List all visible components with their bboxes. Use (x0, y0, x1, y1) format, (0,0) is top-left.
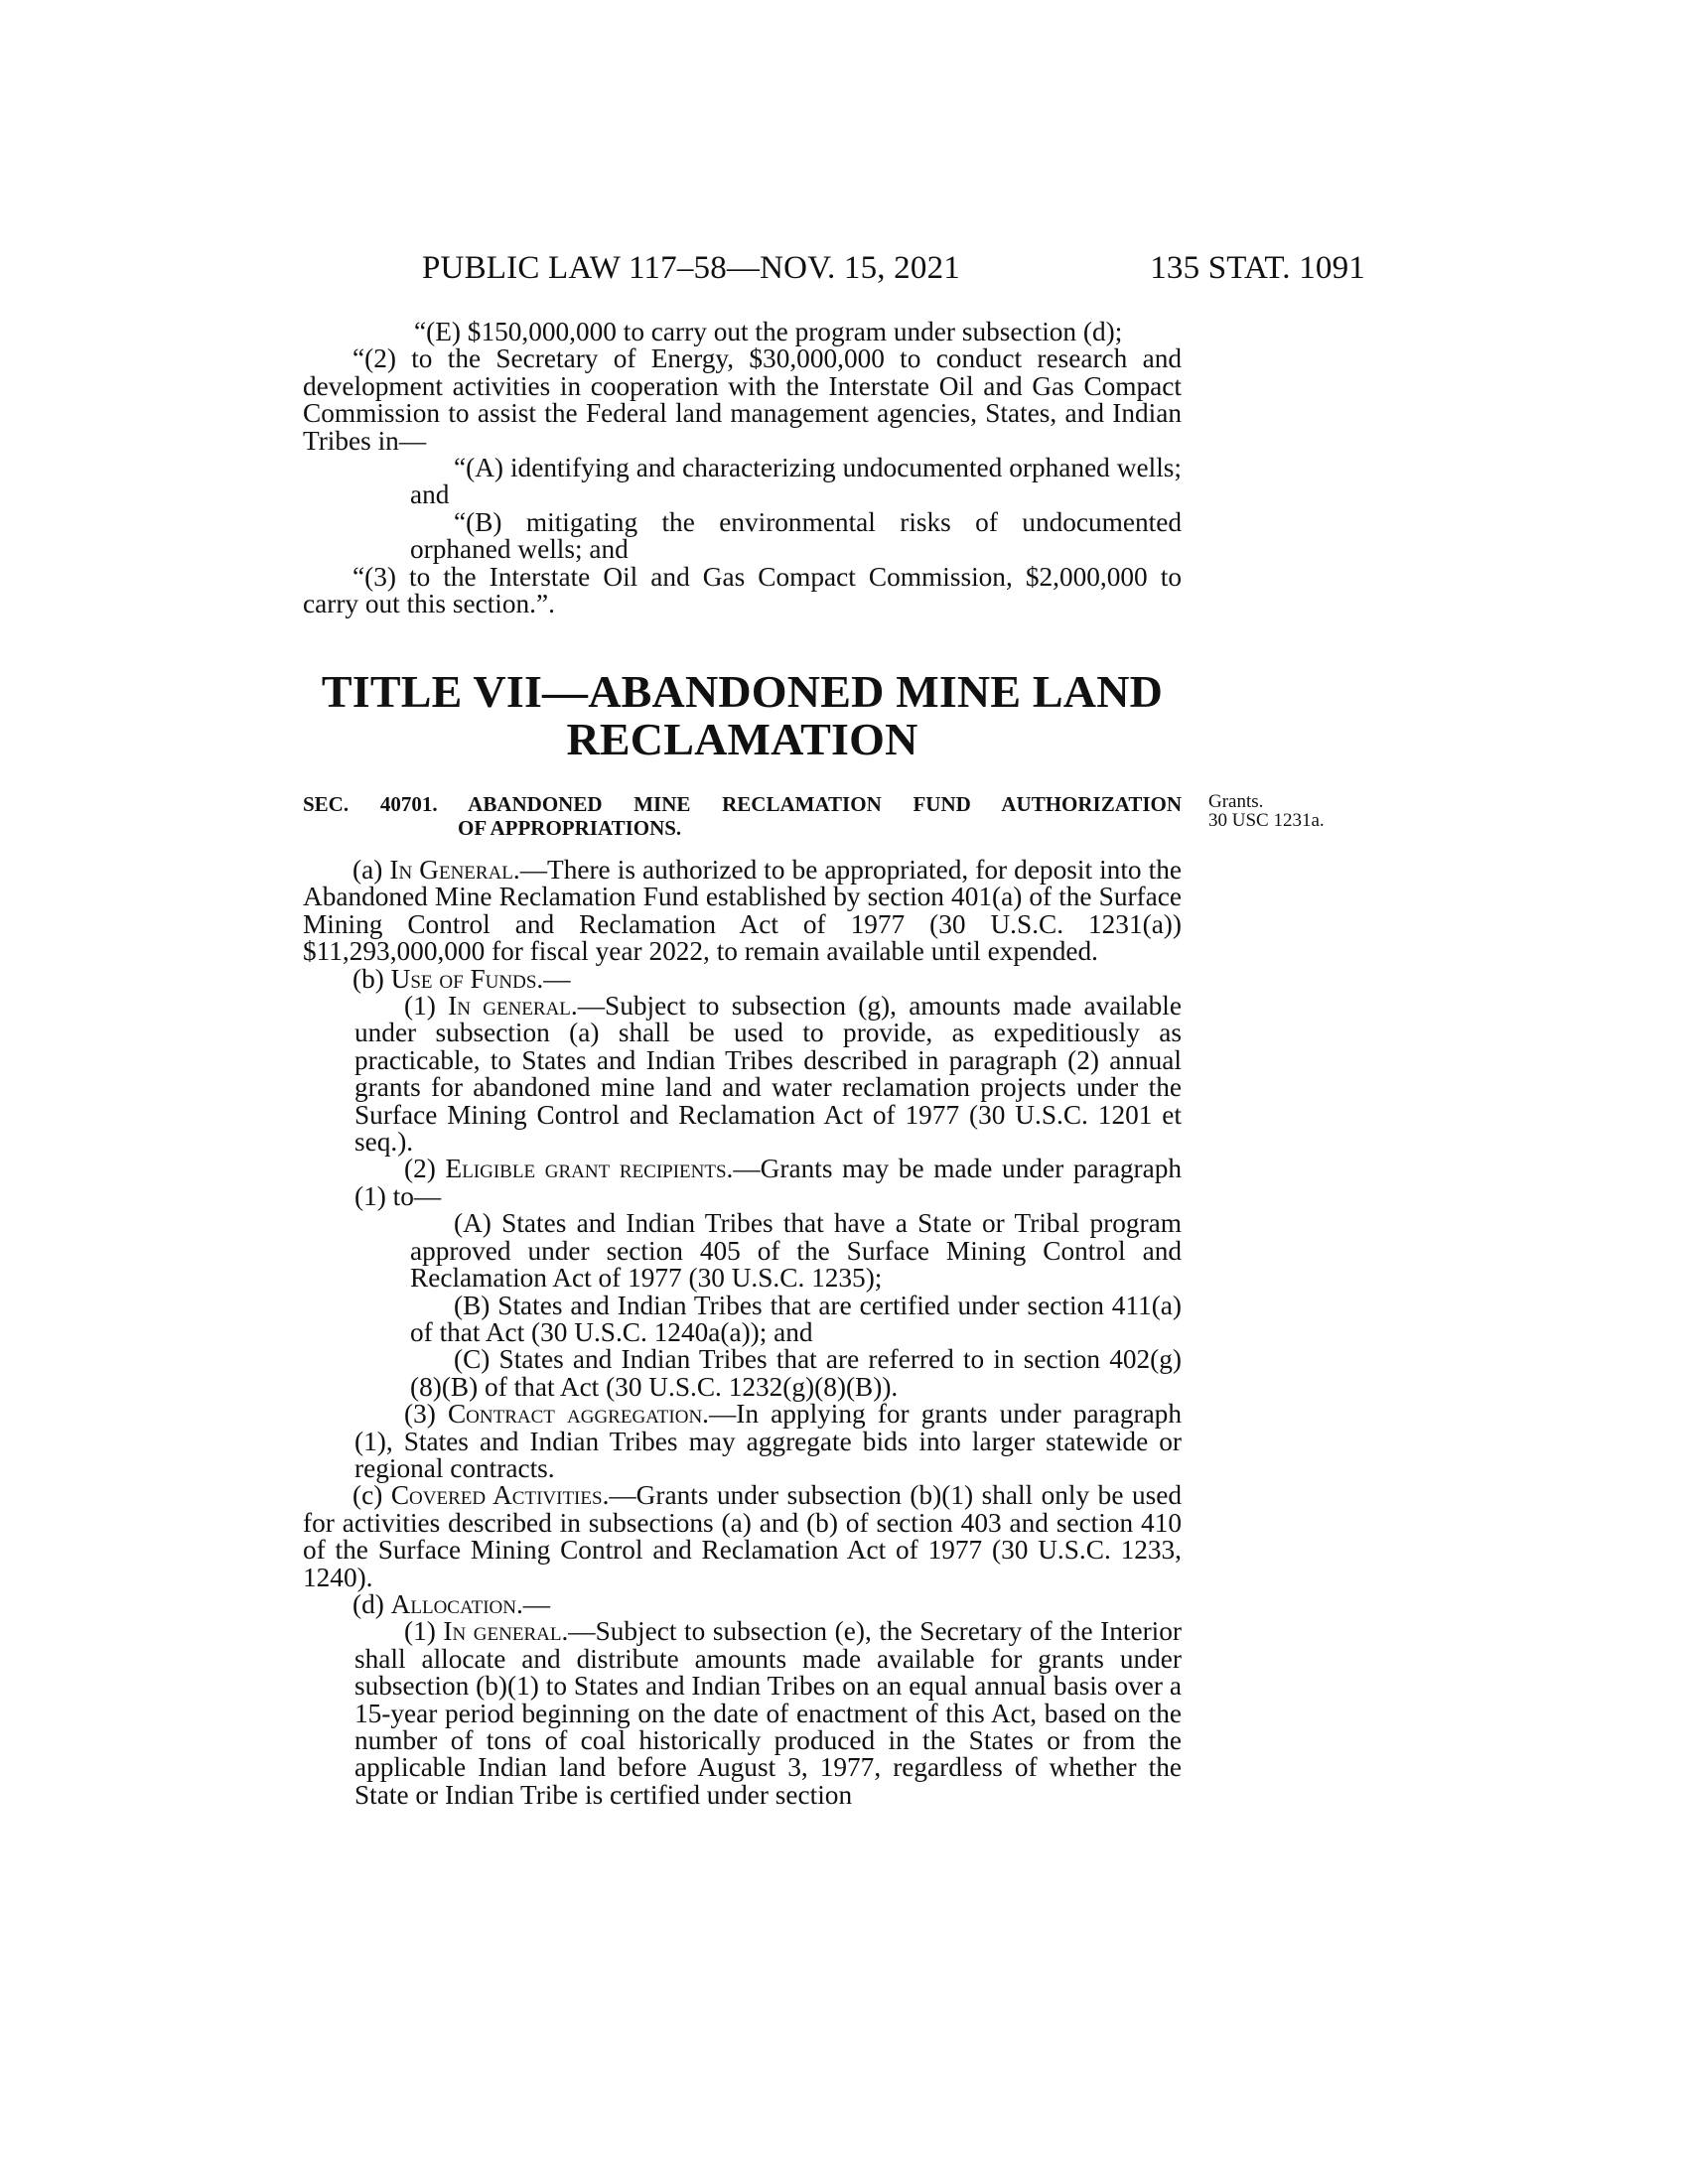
subsection-d-suffix: .— (515, 1588, 551, 1619)
paragraph-b3-caption: Contract aggregation (447, 1399, 703, 1430)
title-heading-line-1: TITLE VII—ABANDONED MINE LAND (321, 666, 1164, 717)
subsection-c (303, 1482, 1182, 1591)
paragraph-b3-text: .—In applying for grants under paragraph (1), States and Indian Tribes may aggregate bids into larger statewide or regional contracts. (354, 1399, 1182, 1483)
paragraph-b2-label: (2) (404, 1154, 446, 1184)
continuation-block (303, 319, 1182, 617)
subsection-c-caption: Covered Activities (390, 1480, 603, 1511)
running-header-stat-page: 135 STAT. 1091 (1150, 250, 1365, 286)
subsection-b-suffix: .— (536, 963, 571, 994)
paragraph-d1-text: .—Subject to subsection (e), the Secretary of the Interior shall allocate and distribute amounts made available for grants under subsection (b)(1) to States and Indian Tribes on an equal annual basis over a 15-year period beginning on the date of enactment of this Act, based on the number of tons of coal historically produced in the States or from the applicable Indian land before August 3, 1977, regardless of whether the State or Indian Tribe is certified under section (354, 1616, 1182, 1810)
margin-note-grants: Grants. (1208, 791, 1264, 812)
paragraph-d1-label: (1) (404, 1616, 444, 1647)
subsection-b-label: (b) (352, 963, 391, 994)
subsection-d-label: (d) (352, 1588, 391, 1619)
paragraph-b-text: “(B) mitigating the environmental risks of undocumented orphaned wells; and (410, 506, 1182, 565)
paragraph-d1-caption: In general (443, 1616, 562, 1647)
section-heading-line-2: OF APPROPRIATIONS. (458, 816, 682, 840)
paragraph-b3 (354, 1401, 1182, 1482)
paragraph-b1-caption: In general (448, 991, 571, 1022)
subparagraph-b2-C: (C) States and Indian Tribes that are referred to in section 402(g)(8)(B) of that Act (30 U.S.C. 1232(g)(8)(B)). (410, 1344, 1182, 1402)
subsection-c-label: (c) (352, 1480, 391, 1511)
section-body (303, 857, 1182, 1809)
title-heading-line-2: RECLAMATION (566, 714, 918, 764)
subsection-a (303, 857, 1182, 966)
paragraph-d1 (354, 1618, 1182, 1809)
paragraph-b2-caption: Eligible grant recipients (445, 1154, 727, 1184)
margin-notes (1208, 792, 1325, 830)
subsection-a-caption: In General (389, 855, 513, 885)
section-heading (303, 792, 1182, 840)
paragraph-b1-label: (1) (404, 991, 449, 1022)
paragraph-a (410, 455, 1182, 509)
subsection-a-label: (a) (352, 855, 390, 885)
margin-note-usc-citation: 30 USC 1231a. (1208, 810, 1325, 831)
subsection-d-caption: Allocation (390, 1588, 516, 1619)
paragraph-b (410, 506, 1182, 565)
paragraph-3: “(3) to the Interstate Oil and Gas Compact Commission, $2,000,000 to carry out this section.”. (303, 561, 1182, 619)
paragraph-b2 (354, 1156, 1182, 1210)
subparagraph-b2-A: (A) States and Indian Tribes that have a State or Tribal program approved under section 405 of the Surface Mining Control and Reclamation Act of 1977 (30 U.S.C. 1235); (410, 1208, 1182, 1294)
paragraph-a-text: “(A) identifying and characterizing undocumented orphaned wells; and (410, 453, 1182, 510)
section-heading-line-1: SEC. 40701. ABANDONED MINE RECLAMATION FUND AUTHORIZATION (303, 792, 1182, 816)
paragraph-2: “(2) to the Secretary of Energy, $30,000,000 to conduct research and development activities in cooperation with the Interstate Oil and Gas Compact Commission to assist the Federal land management agencies, States, and Indian Tribes in— (303, 343, 1182, 456)
subsection-c-text: .—Grants under subsection (b)(1) shall only be used for activities described in subsections (a) and (b) of section 403 and section 410 of the Surface Mining Control and Reclamation Act of 1977 (30 U.S.C. 1233, 1240). (303, 1480, 1182, 1592)
paragraph-b3-label: (3) (404, 1399, 448, 1430)
subsection-b (303, 963, 1182, 994)
paragraph-b1-text: .—Subject to subsection (g), amounts made available under subsection (a) shall be used to provide, as expeditiously as practicable, to States and Indian Tribes described in paragraph (2) annual grants for abandoned mine land and water reclamation projects under the Surface Mining Control and Reclamation Act of 1977 (30 U.S.C. 1201 et seq.). (354, 991, 1182, 1158)
subsection-a-text: .—There is authorized to be appropriated, for deposit into the Abandoned Mine Reclamation Fund established by section 401(a) of the Surface Mining Control and Reclamation Act of 1977 (30 U.S.C. 1231(a)) $11,293,000,000 for fiscal year 2022, to remain available until expended. (303, 855, 1182, 967)
subsection-d (303, 1588, 1182, 1619)
paragraph-e: “(E) $150,000,000 to carry out the program under subsection (d); (414, 317, 1123, 346)
title-heading (303, 668, 1182, 763)
running-header-title: PUBLIC LAW 117–58—NOV. 15, 2021 (422, 250, 960, 286)
subparagraph-b2-B: (B) States and Indian Tribes that are certified under section 411(a) of that Act (30 U.S.C. 1240a(a)); and (410, 1290, 1182, 1347)
paragraph-b1 (354, 993, 1182, 1156)
subsection-b-caption: Use of Funds (390, 963, 537, 994)
paragraph-b2-text: .—Grants may be made under paragraph (1) to— (354, 1154, 1182, 1211)
